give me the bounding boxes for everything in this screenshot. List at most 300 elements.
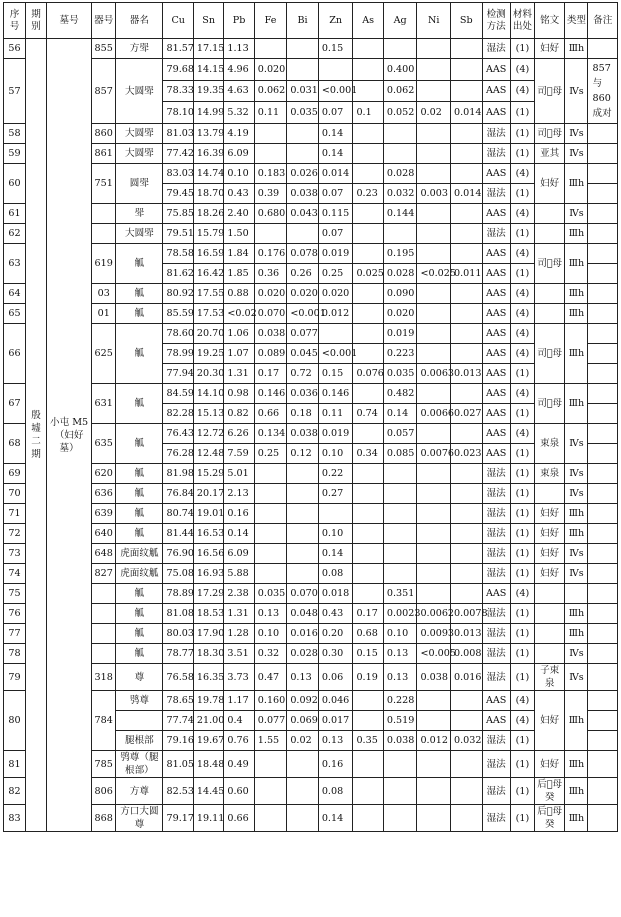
- value-sn: 15.79: [193, 224, 223, 244]
- object-number-cell: 625: [92, 324, 116, 384]
- value-ag: 0.035: [383, 364, 417, 384]
- value-cu: 78.89: [163, 584, 193, 604]
- value-sb: [451, 584, 482, 604]
- type-cell: Ⅲh: [565, 751, 588, 778]
- remark-cell: [588, 778, 618, 805]
- type-cell: Ⅲh: [565, 624, 588, 644]
- value-sb: [451, 564, 482, 584]
- value-zn: 0.15: [318, 39, 353, 59]
- header-zn: Zn: [318, 3, 353, 39]
- value-fe: 0.176: [254, 244, 287, 264]
- value-bi: [287, 778, 318, 805]
- value-fe: 0.035: [254, 584, 287, 604]
- type-cell: Ⅲh: [565, 384, 588, 424]
- object-name-cell: 虎面纹觚: [116, 544, 163, 564]
- value-cu: 79.68: [163, 59, 193, 81]
- object-name-cell: [116, 711, 163, 731]
- object-name-cell: 觚: [116, 384, 163, 424]
- value-fe: [254, 504, 287, 524]
- source-cell: (4): [510, 384, 534, 404]
- method-cell: AAS: [482, 204, 510, 224]
- value-bi: <0.001: [287, 304, 318, 324]
- value-sn: 20.17: [193, 484, 223, 504]
- value-pb: 6.26: [224, 424, 254, 444]
- value-cu: 78.10: [163, 102, 193, 124]
- value-cu: 76.28: [163, 444, 193, 464]
- value-cu: 77.42: [163, 144, 193, 164]
- table-row: [4, 604, 618, 624]
- value-zn: 0.014: [318, 164, 353, 184]
- source-cell: (1): [510, 751, 534, 778]
- method-cell: AAS: [482, 404, 510, 424]
- value-sn: 16.56: [193, 544, 223, 564]
- value-fe: 0.020: [254, 59, 287, 81]
- value-ag: 0.144: [383, 204, 417, 224]
- value-pb: 2.13: [224, 484, 254, 504]
- method-cell: 湿法: [482, 731, 510, 751]
- value-fe: 0.25: [254, 444, 287, 464]
- value-fe: 0.17: [254, 364, 287, 384]
- value-sn: 15.13: [193, 404, 223, 424]
- value-as: [353, 344, 383, 364]
- header-ni: Ni: [417, 3, 451, 39]
- value-as: [353, 164, 383, 184]
- value-as: [353, 424, 383, 444]
- value-bi: 0.020: [287, 284, 318, 304]
- value-ag: 0.019: [383, 324, 417, 344]
- value-ni: [417, 59, 451, 81]
- source-cell: (1): [510, 224, 534, 244]
- object-name-cell: 方尊: [116, 778, 163, 805]
- value-sb: 0.014: [451, 184, 482, 204]
- seq-cell: 66: [4, 324, 26, 384]
- value-ni: [417, 344, 451, 364]
- value-pb: 0.14: [224, 524, 254, 544]
- object-name-cell: 尊: [116, 664, 163, 691]
- value-sb: [451, 164, 482, 184]
- value-ag: 0.0023: [383, 604, 417, 624]
- header-cu: Cu: [163, 3, 193, 39]
- seq-cell: 80: [4, 691, 26, 751]
- value-bi: 0.078: [287, 244, 318, 264]
- method-cell: AAS: [482, 304, 510, 324]
- value-ag: [383, 464, 417, 484]
- object-number-cell: 827: [92, 564, 116, 584]
- object-name-cell: 觚: [116, 284, 163, 304]
- value-pb: 1.31: [224, 604, 254, 624]
- header-source: 材料出处: [510, 3, 534, 39]
- remark-cell: 857 与 860 成对: [588, 59, 618, 124]
- value-cu: 80.74: [163, 504, 193, 524]
- value-fe: 0.32: [254, 644, 287, 664]
- remark-cell: [588, 751, 618, 778]
- value-sb: [451, 424, 482, 444]
- value-zn: 0.14: [318, 544, 353, 564]
- value-ni: [417, 751, 451, 778]
- value-pb: 4.63: [224, 80, 254, 102]
- value-sb: [451, 59, 482, 81]
- header-sb: Sb: [451, 3, 482, 39]
- table-row: [4, 624, 618, 644]
- header-bi: Bi: [287, 3, 318, 39]
- object-name-cell: 觚: [116, 304, 163, 324]
- value-as: [353, 504, 383, 524]
- table-row: [4, 124, 618, 144]
- value-sn: 14.45: [193, 778, 223, 805]
- value-sb: [451, 204, 482, 224]
- value-fe: [254, 805, 287, 832]
- value-zn: 0.019: [318, 424, 353, 444]
- value-cu: 78.60: [163, 324, 193, 344]
- type-cell: [565, 584, 588, 604]
- value-as: 0.23: [353, 184, 383, 204]
- value-zn: 0.20: [318, 624, 353, 644]
- value-as: [353, 778, 383, 805]
- inscription-cell: 亚其: [534, 144, 564, 164]
- value-sn: 17.53: [193, 304, 223, 324]
- value-pb: 1.50: [224, 224, 254, 244]
- value-cu: 81.03: [163, 124, 193, 144]
- value-cu: 81.57: [163, 39, 193, 59]
- value-sb: [451, 544, 482, 564]
- inscription-cell: 妇好: [534, 544, 564, 564]
- value-ag: 0.10: [383, 624, 417, 644]
- value-bi: [287, 751, 318, 778]
- value-ni: [417, 464, 451, 484]
- table-row: [4, 284, 618, 304]
- value-sn: 18.48: [193, 751, 223, 778]
- value-pb: 1.13: [224, 39, 254, 59]
- type-cell: Ⅳs: [565, 564, 588, 584]
- value-pb: 1.06: [224, 324, 254, 344]
- value-ni: [417, 544, 451, 564]
- value-zn: 0.06: [318, 664, 353, 691]
- inscription-cell: 妇好: [534, 504, 564, 524]
- remark-cell: [588, 484, 618, 504]
- object-number-cell: [92, 204, 116, 224]
- remark-cell: [588, 404, 618, 424]
- value-fe: 0.183: [254, 164, 287, 184]
- value-ni: [417, 80, 451, 102]
- value-sn: 14.10: [193, 384, 223, 404]
- header-name: 器名: [116, 3, 163, 39]
- inscription-cell: 妇好: [534, 564, 564, 584]
- value-as: 0.35: [353, 731, 383, 751]
- inscription-cell: 妇好: [534, 524, 564, 544]
- table-row: [4, 464, 618, 484]
- remark-cell: [588, 604, 618, 624]
- value-ni: 0.0063: [417, 364, 451, 384]
- value-sb: [451, 691, 482, 711]
- method-cell: 湿法: [482, 504, 510, 524]
- value-as: [353, 691, 383, 711]
- type-cell: Ⅲh: [565, 778, 588, 805]
- source-cell: (4): [510, 691, 534, 711]
- value-pb: 0.4: [224, 711, 254, 731]
- remark-cell: [588, 584, 618, 604]
- value-sb: [451, 384, 482, 404]
- value-pb: <0.02: [224, 304, 254, 324]
- method-cell: 湿法: [482, 184, 510, 204]
- value-fe: [254, 524, 287, 544]
- value-ni: [417, 124, 451, 144]
- source-cell: (1): [510, 404, 534, 424]
- type-cell: Ⅲh: [565, 284, 588, 304]
- seq-cell: 64: [4, 284, 26, 304]
- value-cu: 76.58: [163, 664, 193, 691]
- inscription-cell: [534, 304, 564, 324]
- object-number-cell: 635: [92, 424, 116, 464]
- seq-cell: 74: [4, 564, 26, 584]
- table-row: [4, 324, 618, 344]
- value-as: [353, 544, 383, 564]
- header-seq: 序号: [4, 3, 26, 39]
- method-cell: 湿法: [482, 564, 510, 584]
- method-cell: AAS: [482, 384, 510, 404]
- value-ag: 0.14: [383, 404, 417, 424]
- value-zn: [318, 59, 353, 81]
- value-fe: 0.020: [254, 284, 287, 304]
- source-cell: (4): [510, 344, 534, 364]
- method-cell: AAS: [482, 244, 510, 264]
- inscription-cell: 司𫹉母: [534, 244, 564, 284]
- source-cell: (1): [510, 524, 534, 544]
- source-cell: (1): [510, 805, 534, 832]
- value-sb: [451, 504, 482, 524]
- value-zn: 0.07: [318, 224, 353, 244]
- value-ag: 0.482: [383, 384, 417, 404]
- value-sb: [451, 80, 482, 102]
- object-number-cell: 751: [92, 164, 116, 204]
- object-number-cell: 806: [92, 778, 116, 805]
- value-sb: [451, 805, 482, 832]
- value-bi: [287, 524, 318, 544]
- inscription-cell: 妇好: [534, 39, 564, 59]
- value-as: [353, 564, 383, 584]
- value-ag: 0.038: [383, 731, 417, 751]
- value-pb: 6.09: [224, 544, 254, 564]
- value-zn: 0.16: [318, 751, 353, 778]
- method-cell: 湿法: [482, 124, 510, 144]
- table-row: [4, 484, 618, 504]
- source-cell: (1): [510, 731, 534, 751]
- value-ni: 0.012: [417, 731, 451, 751]
- value-ni: 0.0066: [417, 404, 451, 424]
- value-pb: 1.85: [224, 264, 254, 284]
- object-number-cell: 855: [92, 39, 116, 59]
- seq-cell: 67: [4, 384, 26, 424]
- method-cell: 湿法: [482, 464, 510, 484]
- inscription-cell: 束泉: [534, 464, 564, 484]
- value-ni: [417, 384, 451, 404]
- value-bi: 0.070: [287, 584, 318, 604]
- value-ni: [417, 164, 451, 184]
- value-bi: [287, 224, 318, 244]
- value-ni: [417, 484, 451, 504]
- value-sb: [451, 224, 482, 244]
- value-pb: 4.96: [224, 59, 254, 81]
- value-zn: 0.019: [318, 244, 353, 264]
- value-ni: [417, 304, 451, 324]
- seq-cell: 61: [4, 204, 26, 224]
- remark-cell: [588, 124, 618, 144]
- value-cu: 76.84: [163, 484, 193, 504]
- type-cell: Ⅳs: [565, 664, 588, 691]
- value-sn: 19.25: [193, 344, 223, 364]
- value-ag: [383, 224, 417, 244]
- type-cell: Ⅳs: [565, 59, 588, 124]
- value-ag: [383, 504, 417, 524]
- object-number-cell: 318: [92, 664, 116, 691]
- value-sb: [451, 778, 482, 805]
- inscription-cell: [534, 204, 564, 224]
- value-pb: 1.28: [224, 624, 254, 644]
- remark-cell: [588, 284, 618, 304]
- object-name-cell: 大圆斝: [116, 124, 163, 144]
- value-zn: 0.08: [318, 564, 353, 584]
- value-bi: 0.038: [287, 424, 318, 444]
- remark-cell: [588, 244, 618, 264]
- remark-cell: [588, 364, 618, 384]
- value-sn: 17.90: [193, 624, 223, 644]
- table-row: [4, 224, 618, 244]
- value-as: [353, 805, 383, 832]
- source-cell: (4): [510, 711, 534, 731]
- object-name-cell: 圆斝: [116, 164, 163, 204]
- object-number-cell: 857: [92, 59, 116, 124]
- value-sn: 21.00: [193, 711, 223, 731]
- remark-cell: [588, 564, 618, 584]
- value-cu: 78.99: [163, 344, 193, 364]
- method-cell: AAS: [482, 80, 510, 102]
- value-sb: [451, 344, 482, 364]
- value-sb: 0.023: [451, 444, 482, 464]
- method-cell: 湿法: [482, 805, 510, 832]
- value-sb: 0.014: [451, 102, 482, 124]
- value-ag: [383, 544, 417, 564]
- value-ag: 0.223: [383, 344, 417, 364]
- value-fe: 0.11: [254, 102, 287, 124]
- value-fe: 0.146: [254, 384, 287, 404]
- value-as: [353, 284, 383, 304]
- value-as: [353, 711, 383, 731]
- object-number-cell: [92, 604, 116, 624]
- method-cell: 湿法: [482, 664, 510, 691]
- bronze-composition-table: [3, 2, 618, 832]
- value-bi: 0.036: [287, 384, 318, 404]
- value-pb: 0.49: [224, 751, 254, 778]
- source-cell: (1): [510, 264, 534, 284]
- table-row: [4, 778, 618, 805]
- value-fe: 0.089: [254, 344, 287, 364]
- value-sn: 19.35: [193, 80, 223, 102]
- table-row: [4, 664, 618, 691]
- value-bi: 0.035: [287, 102, 318, 124]
- value-bi: [287, 564, 318, 584]
- value-bi: 0.031: [287, 80, 318, 102]
- value-as: 0.74: [353, 404, 383, 424]
- inscription-cell: [534, 484, 564, 504]
- value-pb: 2.38: [224, 584, 254, 604]
- type-cell: Ⅲh: [565, 504, 588, 524]
- value-ni: [417, 424, 451, 444]
- object-number-cell: 648: [92, 544, 116, 564]
- value-as: 0.025: [353, 264, 383, 284]
- value-as: [353, 484, 383, 504]
- value-fe: [254, 751, 287, 778]
- remark-cell: [588, 384, 618, 404]
- source-cell: (4): [510, 304, 534, 324]
- table-row: [4, 59, 618, 81]
- value-ag: [383, 144, 417, 164]
- value-ni: 0.038: [417, 664, 451, 691]
- value-sn: 16.59: [193, 244, 223, 264]
- remark-cell: [588, 204, 618, 224]
- value-zn: 0.25: [318, 264, 353, 284]
- value-ni: [417, 284, 451, 304]
- inscription-cell: 司𫹉母: [534, 124, 564, 144]
- value-fe: [254, 224, 287, 244]
- value-sn: 17.55: [193, 284, 223, 304]
- value-ni: [417, 204, 451, 224]
- value-sb: [451, 324, 482, 344]
- table-row: [4, 524, 618, 544]
- value-pb: 5.88: [224, 564, 254, 584]
- value-zn: 0.018: [318, 584, 353, 604]
- type-cell: Ⅲh: [565, 304, 588, 324]
- object-number-cell: 620: [92, 464, 116, 484]
- remark-cell: [588, 544, 618, 564]
- source-cell: (1): [510, 144, 534, 164]
- inscription-cell: [534, 584, 564, 604]
- method-cell: AAS: [482, 284, 510, 304]
- header-pb: Pb: [224, 3, 254, 39]
- value-ni: 0.003: [417, 184, 451, 204]
- value-sn: 12.72: [193, 424, 223, 444]
- value-pb: 1.84: [224, 244, 254, 264]
- value-fe: 0.47: [254, 664, 287, 691]
- value-fe: [254, 124, 287, 144]
- method-cell: AAS: [482, 59, 510, 81]
- type-cell: Ⅲh: [565, 244, 588, 284]
- header-ag: Ag: [383, 3, 417, 39]
- value-sn: 19.67: [193, 731, 223, 751]
- value-sb: [451, 39, 482, 59]
- value-ni: [417, 524, 451, 544]
- type-cell: Ⅲh: [565, 691, 588, 751]
- object-name-cell: 觚: [116, 484, 163, 504]
- value-ni: [417, 144, 451, 164]
- seq-cell: 81: [4, 751, 26, 778]
- value-ag: 0.351: [383, 584, 417, 604]
- value-pb: 5.32: [224, 102, 254, 124]
- value-bi: [287, 484, 318, 504]
- object-number-cell: 619: [92, 244, 116, 284]
- object-name-cell: 觚: [116, 584, 163, 604]
- object-number-cell: 785: [92, 751, 116, 778]
- object-name-cell: 觚: [116, 324, 163, 384]
- source-cell: (1): [510, 564, 534, 584]
- object-name-cell: 鸮尊: [116, 691, 163, 711]
- value-bi: 0.077: [287, 324, 318, 344]
- source-cell: (1): [510, 624, 534, 644]
- value-pb: 3.73: [224, 664, 254, 691]
- value-as: [353, 80, 383, 102]
- value-ni: 0.02: [417, 102, 451, 124]
- value-ag: 0.085: [383, 444, 417, 464]
- type-cell: Ⅳs: [565, 544, 588, 564]
- method-cell: AAS: [482, 711, 510, 731]
